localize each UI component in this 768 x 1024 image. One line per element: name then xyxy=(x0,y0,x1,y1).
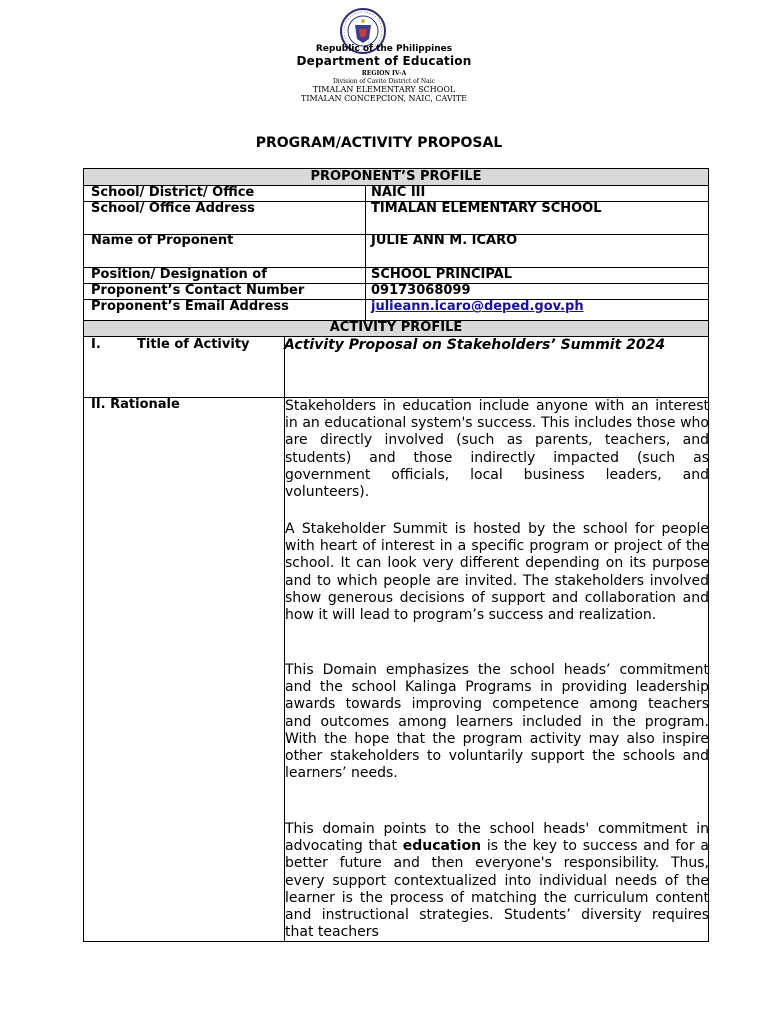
title-label-number: I. xyxy=(91,337,101,352)
profile-heading: PROPONENT’S PROFILE xyxy=(310,169,482,184)
p4-bold-education: education xyxy=(402,838,482,855)
school-line: TIMALAN ELEMENTARY SCHOOL xyxy=(312,85,456,94)
address-line: TIMALAN CONCEPCION, NAIC, CAVITE xyxy=(300,94,467,103)
label-district: School/ District/ Office xyxy=(91,185,255,200)
label-email: Proponent’s Email Address xyxy=(91,299,289,314)
email-link[interactable]: julieann.icaro@deped.gov.ph xyxy=(371,299,584,314)
value-address: TIMALAN ELEMENTARY SCHOOL xyxy=(371,201,602,216)
label-contact: Proponent’s Contact Number xyxy=(91,283,305,298)
value-proponent: JULIE ANN M. ICARO xyxy=(371,233,518,248)
p4-text-before: This domain points to the school heads' commitment in advocating that xyxy=(285,821,709,855)
division-line: Division of Cavite District of Naic xyxy=(332,78,436,85)
value-contact: 09173068099 xyxy=(371,283,471,298)
rationale-paragraph-1: Stakeholders in education include anyone with an interest in an educational system's success. This includes those who are directly involved (such as parents, teachers, and students) and those indirectly impacted (such as government officials, local business leaders, and volunteers). xyxy=(285,398,709,501)
rationale-paragraph-4 xyxy=(285,821,709,941)
value-district: NAIC III xyxy=(371,185,426,200)
proposal-table xyxy=(83,168,709,942)
activity-title-value: Activity Proposal on Stakeholders’ Summit 2024 xyxy=(284,337,666,353)
label-address: School/ Office Address xyxy=(91,201,255,216)
rationale-paragraph-3: This Domain emphasizes the school heads’ commitment and the school Kalinga Programs in providing leadership awards towards improving competence among teachers and outcomes among learners included in the program. With the hope that the program activity may also inspire other stakeholders to voluntarily support the schools and learners’ needs. xyxy=(285,662,709,782)
republic-line: Republic of the Philippines xyxy=(315,44,453,54)
label-position: Position/ Designation of xyxy=(91,267,267,282)
region-line: REGION IV-A xyxy=(361,70,407,77)
department-line: Department of Education xyxy=(296,54,472,68)
value-position: SCHOOL PRINCIPAL xyxy=(371,267,513,282)
title-label: Title of Activity xyxy=(137,337,250,352)
activity-heading: ACTIVITY PROFILE xyxy=(329,320,463,335)
document-title: PROGRAM/ACTIVITY PROPOSAL xyxy=(255,135,503,151)
p4-text-after: is the key to success and for a better future and then everyone's responsibility. Thus, every support contextualized into individual needs of the learner is the process of matching the curriculum content and instructional strategies. Students’ diversity requires that teachers xyxy=(285,838,709,941)
rationale-paragraph-2: A Stakeholder Summit is hosted by the school for people with heart of interest in a specific program or project of the school. It can look very different depending on its purpose and to which people are invited. The stakeholders involved show generous decisions of support and collaboration and how it will lead to program’s success and realization. xyxy=(285,521,709,624)
label-proponent: Name of Proponent xyxy=(91,233,234,248)
rationale-label: II. Rationale xyxy=(91,397,180,412)
